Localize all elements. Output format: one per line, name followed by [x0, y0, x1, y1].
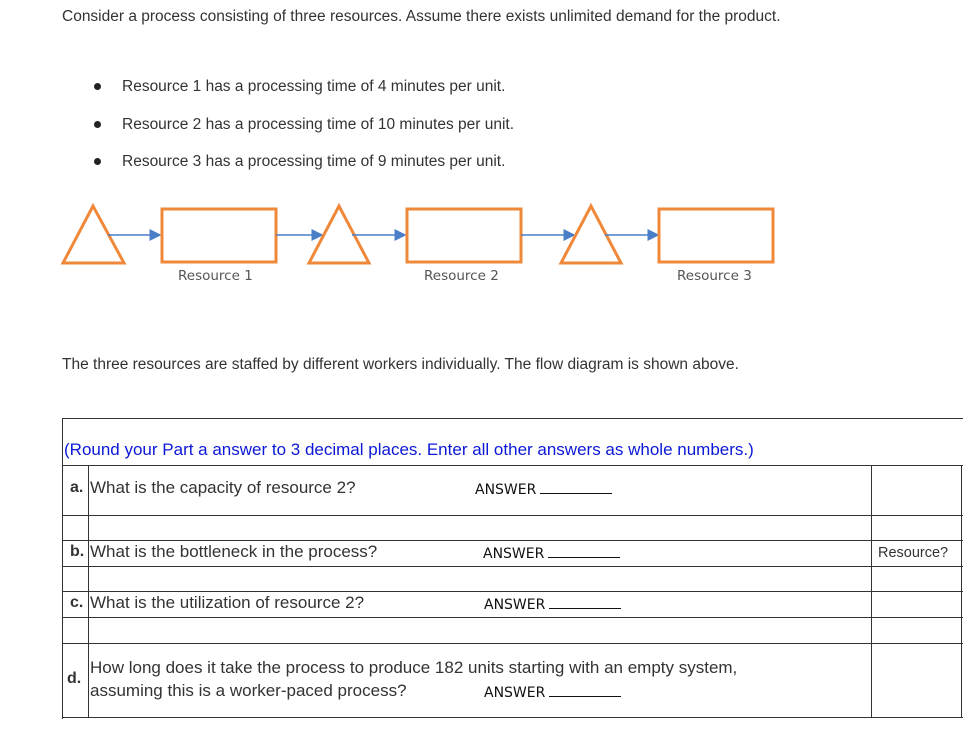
question-c-text: What is the utilization of resource 2? [90, 593, 365, 612]
table-divider [62, 465, 963, 466]
question-d-label: d. [67, 670, 82, 687]
answer-a-blank[interactable] [540, 481, 612, 494]
question-c-label: c. [70, 594, 84, 611]
question-b-label: b. [70, 543, 85, 560]
table-divider [62, 540, 963, 541]
question-a-label: a. [70, 479, 84, 496]
bullet-icon [94, 158, 101, 165]
resource-1-text: Resource 1 has a processing time of 4 minutes per unit. [122, 78, 506, 95]
question-b-text: What is the bottleneck in the process? [90, 542, 378, 561]
table-column-divider [871, 465, 872, 718]
answer-d-blank[interactable] [549, 684, 621, 697]
table-divider [62, 566, 963, 567]
resource-3-label: Resource 3 [677, 268, 752, 284]
answer-b-field[interactable] [483, 545, 620, 562]
answer-a-label: ANSWER [475, 482, 537, 498]
answer-b-blank[interactable] [548, 545, 620, 558]
answer-c-field[interactable] [484, 596, 621, 613]
resource-2-box [407, 209, 521, 262]
answer-b-unit: Resource? [878, 545, 949, 561]
answer-b-label: ANSWER [483, 546, 545, 562]
resource-1-label: Resource 1 [178, 268, 253, 284]
answer-c-blank[interactable] [549, 596, 621, 609]
bullet-icon [94, 121, 101, 128]
answer-a-field[interactable] [475, 481, 612, 498]
answer-d-field[interactable] [484, 684, 621, 701]
table-column-divider [961, 465, 962, 718]
table-divider [62, 591, 963, 592]
resource-2-text: Resource 2 has a processing time of 10 minutes per unit. [122, 115, 515, 133]
resource-3-text: Resource 3 has a processing time of 9 minutes per unit. [122, 153, 506, 170]
question-d-text-line1: How long does it take the process to produce 182 units starting with an empty system, [90, 658, 738, 677]
table-divider [62, 617, 963, 618]
resource-1-box [162, 209, 276, 262]
answer-d-label: ANSWER [484, 685, 546, 701]
rounding-instructions: (Round your Part a answer to 3 decimal places. Enter all other answers as whole numbers.) [64, 440, 754, 459]
table-divider [62, 515, 963, 516]
table-divider [62, 643, 963, 644]
question-d-text-line2: assuming this is a worker-paced process? [90, 681, 407, 700]
table-column-divider [88, 465, 89, 718]
flow-diagram [0, 195, 800, 270]
answer-c-label: ANSWER [484, 597, 546, 613]
resource-3-box [659, 209, 773, 262]
bullet-icon [94, 83, 101, 90]
question-a-text: What is the capacity of resource 2? [90, 478, 356, 497]
problem-intro: Consider a process consisting of three resources. Assume there exists unlimited demand for the product. [62, 8, 781, 25]
staffing-note: The three resources are staffed by different workers individually. The flow diagram is shown above. [62, 356, 739, 373]
resource-2-label: Resource 2 [424, 268, 499, 284]
table-divider [62, 717, 963, 718]
